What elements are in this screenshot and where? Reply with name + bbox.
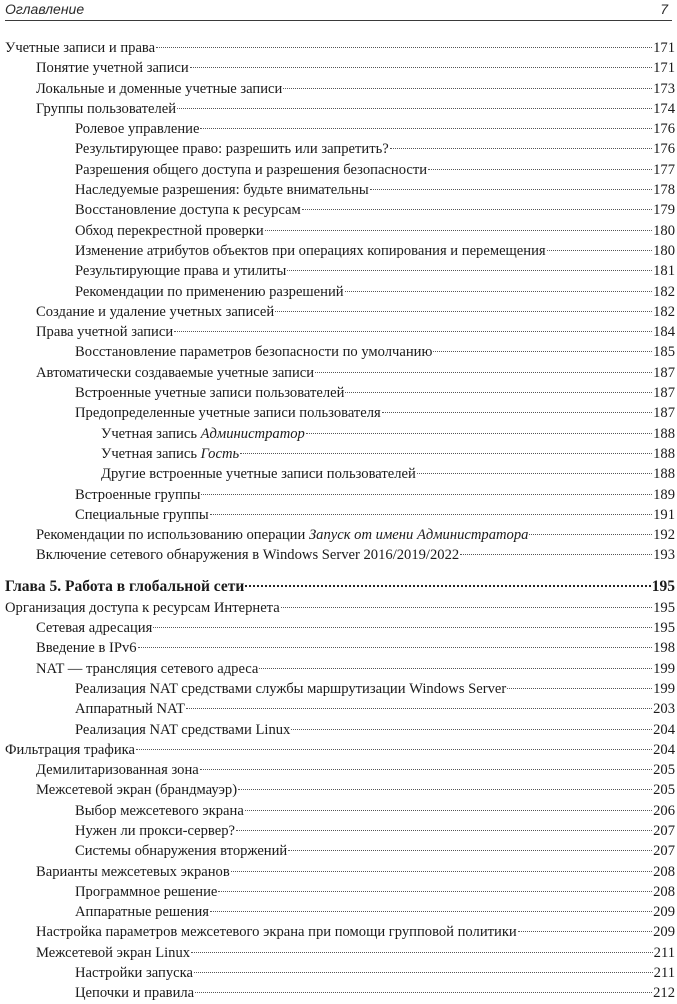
toc-entry-title-text: Программное решение bbox=[75, 883, 218, 900]
toc-entry-page: 176 bbox=[653, 141, 675, 158]
toc-entry-title-text: Системы обнаружения вторжений bbox=[75, 843, 288, 860]
running-header bbox=[5, 0, 672, 21]
toc-entry[interactable] bbox=[0, 424, 677, 444]
dot-leader bbox=[382, 412, 652, 413]
dot-leader bbox=[433, 351, 652, 352]
toc-entry-title-italic: Администратор bbox=[200, 425, 305, 442]
toc-entry[interactable] bbox=[0, 200, 677, 220]
toc-entry-title-text: Варианты межсетевых экранов bbox=[36, 863, 230, 880]
toc-entry-title-text: Наследуемые разрешения: будьте внимательны bbox=[75, 182, 369, 199]
toc-entry-page: 206 bbox=[653, 802, 675, 819]
toc-entry-title bbox=[75, 119, 199, 139]
dot-leader bbox=[547, 250, 653, 251]
toc-entry-title bbox=[36, 545, 459, 565]
toc-entry-page: 174 bbox=[653, 100, 675, 117]
toc-entry-title bbox=[75, 882, 217, 902]
toc-entry[interactable] bbox=[0, 160, 677, 180]
toc-entry-page: 208 bbox=[653, 863, 675, 880]
dot-leader bbox=[186, 708, 652, 709]
toc-entry[interactable] bbox=[0, 963, 677, 983]
toc-entry-title-text: Аппаратные решения bbox=[75, 904, 209, 921]
toc-entry-page: 199 bbox=[653, 660, 675, 677]
dot-leader bbox=[200, 128, 652, 129]
dot-leader bbox=[210, 911, 652, 912]
toc-entry[interactable] bbox=[0, 302, 677, 322]
toc-entry-title-text: Реализация NAT средствами Linux bbox=[75, 721, 291, 738]
toc-entry-title-text: Изменение атрибутов объектов при операциях копирования и перемещения bbox=[75, 242, 546, 259]
toc-entry-page: 176 bbox=[653, 121, 675, 138]
toc-entry[interactable] bbox=[0, 139, 677, 159]
toc-entry-title-text: Демилитаризованная зона bbox=[36, 762, 199, 779]
dot-leader bbox=[287, 270, 652, 271]
dot-leader bbox=[275, 311, 652, 312]
toc-entry-title bbox=[101, 444, 239, 464]
toc-entry-page: 180 bbox=[653, 222, 675, 239]
dot-leader bbox=[291, 729, 652, 730]
toc-entry[interactable] bbox=[0, 618, 677, 638]
toc-entry-page: 211 bbox=[653, 965, 675, 982]
dot-leader bbox=[507, 688, 652, 689]
toc-entry-page: 171 bbox=[653, 40, 675, 56]
toc-entry-title-text: Разрешения общего доступа и разрешения безопасности bbox=[75, 161, 428, 178]
toc-entry-page: 182 bbox=[653, 283, 675, 300]
toc-entry-page: 205 bbox=[653, 782, 675, 799]
toc-entry[interactable] bbox=[0, 902, 677, 922]
dot-leader bbox=[200, 769, 652, 770]
toc-entry[interactable] bbox=[0, 943, 677, 963]
toc-entry-title bbox=[75, 485, 200, 505]
toc-entry-title bbox=[75, 342, 432, 362]
toc-entry[interactable] bbox=[0, 780, 677, 800]
dot-leader bbox=[259, 668, 652, 669]
toc-entry-page: 211 bbox=[653, 944, 675, 961]
toc-entry-page: 203 bbox=[653, 701, 675, 718]
toc-entry-title-text: Предопределенные учетные записи пользователя bbox=[75, 405, 381, 422]
toc-entry-title-text: Введение в IPv6 bbox=[36, 640, 137, 657]
toc-entry-page: 188 bbox=[653, 425, 675, 442]
toc-entry-title-text: Результирующее право: разрешить или запретить? bbox=[75, 141, 389, 158]
toc-entry-title-text: Восстановление доступа к ресурсам bbox=[75, 202, 301, 219]
dot-leader bbox=[174, 331, 652, 332]
toc-entry-title-italic: Запуск от имени Администратора bbox=[308, 527, 529, 544]
toc-entry-title bbox=[5, 740, 135, 760]
toc-entry-title-text: Цепочки и правила bbox=[75, 985, 195, 1002]
toc-entry-title bbox=[75, 221, 264, 241]
dot-leader bbox=[345, 291, 653, 292]
toc-entry-page: 182 bbox=[653, 303, 675, 320]
toc-entry-title bbox=[36, 943, 190, 963]
toc-entry-title bbox=[5, 598, 280, 618]
toc-entry-title-text: NAT — трансляция сетевого адреса bbox=[36, 660, 259, 677]
toc-entry-page: 180 bbox=[653, 242, 675, 259]
toc-entry[interactable] bbox=[0, 403, 677, 423]
toc-entry-title-text: Учетная запись bbox=[101, 425, 201, 442]
toc-chapter-entry[interactable] bbox=[0, 576, 677, 598]
toc-entry-title bbox=[75, 200, 301, 220]
toc-entry-page: 204 bbox=[653, 721, 675, 738]
toc-entry-title bbox=[75, 180, 369, 200]
dot-leader bbox=[156, 47, 652, 48]
toc-entry-page: 185 bbox=[653, 344, 675, 361]
header-page-number: 7 bbox=[660, 1, 668, 17]
toc-entry-title-text: Фильтрация трафика bbox=[5, 741, 135, 758]
dot-leader bbox=[231, 871, 652, 872]
toc-entry[interactable] bbox=[0, 862, 677, 882]
toc-entry-page: 207 bbox=[653, 843, 675, 860]
toc-entry[interactable] bbox=[0, 58, 677, 78]
toc-entry-title bbox=[36, 99, 176, 119]
toc-entry-title-text: Рекомендации по применению разрешений bbox=[75, 283, 344, 300]
dot-leader bbox=[136, 749, 652, 750]
toc-entry-title bbox=[36, 525, 528, 545]
dot-leader bbox=[210, 514, 652, 515]
toc-entry-page: 207 bbox=[653, 822, 675, 839]
toc-entry-title-text: Встроенные учетные записи пользователей bbox=[75, 385, 345, 402]
toc-entry-page: 212 bbox=[653, 985, 675, 1002]
dot-leader bbox=[370, 189, 652, 190]
toc-entry-title bbox=[75, 841, 287, 861]
toc-entry-title bbox=[36, 659, 258, 679]
dot-leader bbox=[138, 647, 653, 648]
dot-leader bbox=[288, 850, 652, 851]
toc-entry-title-text: Межсетевой экран Linux bbox=[36, 944, 191, 961]
toc-entry[interactable] bbox=[0, 740, 677, 760]
toc-entry-title-text: Реализация NAT средствами службы маршрутизации Windows Server bbox=[75, 680, 507, 697]
dot-leader bbox=[315, 372, 652, 373]
toc-entry-title-text: Настройки запуска bbox=[75, 965, 193, 982]
toc-entry-page: 171 bbox=[653, 60, 675, 77]
toc-entry-page: 187 bbox=[653, 405, 675, 422]
toc-entry-page: 188 bbox=[653, 445, 675, 462]
toc-entry[interactable] bbox=[0, 760, 677, 780]
toc-entry[interactable] bbox=[0, 485, 677, 505]
dot-leader bbox=[428, 169, 652, 170]
toc-entry-page: 187 bbox=[653, 385, 675, 402]
toc-entry-title-text: Включение сетевого обнаружения в Windows Server 2016/2019/2022 bbox=[36, 547, 460, 564]
toc-entry-title-text: Выбор межсетевого экрана bbox=[75, 802, 244, 819]
dot-leader bbox=[390, 148, 652, 149]
toc-entry[interactable] bbox=[0, 38, 677, 58]
toc-entry-page: 192 bbox=[653, 527, 675, 544]
toc-entry[interactable] bbox=[0, 720, 677, 740]
toc-entry-title-text: Аппаратный NAT bbox=[75, 701, 185, 718]
toc-entry[interactable] bbox=[0, 922, 677, 942]
toc-entry-page: 198 bbox=[653, 640, 675, 657]
dot-leader bbox=[190, 67, 652, 68]
toc-entry-title-text: Локальные и доменные учетные записи bbox=[36, 80, 283, 97]
toc-entry-page: 184 bbox=[653, 324, 675, 341]
toc-entry-title bbox=[36, 862, 230, 882]
toc-entry[interactable] bbox=[0, 882, 677, 902]
dot-leader bbox=[302, 209, 652, 210]
toc-entry[interactable] bbox=[0, 119, 677, 139]
dot-leader bbox=[194, 972, 653, 973]
toc-entry-page: 187 bbox=[653, 364, 675, 381]
toc-entry-title bbox=[36, 363, 314, 383]
toc-entry[interactable] bbox=[0, 241, 677, 261]
dot-leader bbox=[518, 931, 652, 932]
toc-entry[interactable] bbox=[0, 679, 677, 699]
toc-entry-title bbox=[75, 383, 344, 403]
toc-entry-page: 177 bbox=[653, 161, 675, 178]
dot-leader bbox=[345, 392, 652, 393]
dot-leader bbox=[281, 607, 652, 608]
toc-entry-title-text: Специальные группы bbox=[75, 506, 209, 523]
toc-entry[interactable] bbox=[0, 525, 677, 545]
toc-entry-title bbox=[36, 922, 517, 942]
toc-entry[interactable] bbox=[0, 659, 677, 679]
toc-entry-page: 195 bbox=[653, 620, 675, 637]
toc-entry-page: 204 bbox=[653, 741, 675, 758]
toc-entry-title-text: Нужен ли прокси-сервер? bbox=[75, 822, 235, 839]
toc-entry-title bbox=[75, 505, 209, 525]
toc-entry[interactable] bbox=[0, 79, 677, 99]
toc-entry[interactable] bbox=[0, 383, 677, 403]
dot-leader bbox=[201, 494, 652, 495]
toc-entry-page: 195 bbox=[653, 599, 675, 616]
toc-entry-title-text: Ролевое управление bbox=[75, 121, 200, 138]
toc-entry-page: 178 bbox=[653, 182, 675, 199]
chapter-spacer bbox=[0, 566, 677, 576]
toc-entry[interactable] bbox=[0, 983, 677, 1003]
toc-entry-page: 189 bbox=[653, 486, 675, 503]
toc-entry-title bbox=[5, 38, 155, 58]
toc-entry-title bbox=[36, 58, 189, 78]
toc-entry-title bbox=[75, 139, 389, 159]
toc-entry-title-text: Обход перекрестной проверки bbox=[75, 222, 264, 239]
toc-entry[interactable] bbox=[0, 444, 677, 464]
dot-leader bbox=[218, 891, 652, 892]
toc-entry-page: 208 bbox=[653, 883, 675, 900]
toc-entry-title-text: Группы пользователей bbox=[36, 100, 177, 117]
dot-leader bbox=[240, 453, 652, 454]
toc-entry[interactable] bbox=[0, 699, 677, 719]
toc-entry-title-text: Сетевая адресация bbox=[36, 620, 153, 637]
toc-entry-page: 195 bbox=[651, 577, 675, 595]
toc-entry-title-text: Организация доступа к ресурсам Интернета bbox=[5, 599, 280, 616]
toc-entry-title-text: Межсетевой экран (брандмауэр) bbox=[36, 782, 238, 799]
toc-entry[interactable] bbox=[0, 261, 677, 281]
toc-entry[interactable] bbox=[0, 821, 677, 841]
toc-entry-title bbox=[36, 760, 199, 780]
toc-entry-title bbox=[5, 576, 244, 598]
toc-entry-title-text: Учетная запись bbox=[101, 445, 201, 462]
toc-entry-page: 209 bbox=[653, 924, 675, 941]
toc-entry-title bbox=[75, 983, 194, 1003]
toc-entry[interactable] bbox=[0, 841, 677, 861]
toc-entry[interactable] bbox=[0, 801, 677, 821]
toc-entry-title bbox=[75, 679, 506, 699]
toc-entry[interactable] bbox=[0, 282, 677, 302]
header-title: Оглавление bbox=[5, 1, 85, 17]
dot-leader bbox=[283, 88, 652, 89]
toc-entry-title bbox=[36, 302, 274, 322]
toc-entry-title bbox=[75, 720, 290, 740]
dot-leader bbox=[417, 473, 652, 474]
toc-entry-title bbox=[36, 618, 152, 638]
toc-entry-title-text: Встроенные группы bbox=[75, 486, 201, 503]
toc-entry-title-text: Результирующие права и утилиты bbox=[75, 263, 287, 280]
dot-leader bbox=[529, 534, 652, 535]
toc-entry-page: 188 bbox=[653, 466, 675, 483]
toc-entry-title-text: Настройка параметров межсетевого экрана при помощи групповой политики bbox=[36, 924, 517, 941]
toc-entry-title bbox=[36, 79, 282, 99]
dot-leader bbox=[265, 230, 652, 231]
toc-entry[interactable] bbox=[0, 322, 677, 342]
toc-entry-title bbox=[75, 963, 193, 983]
dot-leader bbox=[191, 952, 653, 953]
toc-entry-title bbox=[101, 424, 305, 444]
toc-entry[interactable] bbox=[0, 221, 677, 241]
toc-entry-title-text: Права учетной записи bbox=[36, 324, 174, 341]
dot-leader bbox=[245, 585, 651, 587]
toc-entry-title bbox=[36, 638, 137, 658]
toc-entry-title bbox=[75, 699, 185, 719]
dot-leader bbox=[460, 554, 652, 555]
toc-entry-title bbox=[36, 780, 237, 800]
toc-entry-title-text: Рекомендации по использованию операции bbox=[36, 527, 309, 544]
toc-entry-title bbox=[75, 282, 344, 302]
toc-entry-title-text: Понятие учетной записи bbox=[36, 60, 189, 77]
toc-entry-title bbox=[75, 821, 235, 841]
dot-leader bbox=[153, 627, 652, 628]
table-of-contents bbox=[0, 38, 677, 1004]
dot-leader bbox=[236, 830, 652, 831]
toc-entry-title bbox=[75, 261, 286, 281]
toc-entry-title bbox=[101, 464, 416, 484]
toc-entry-title bbox=[75, 801, 244, 821]
toc-entry[interactable] bbox=[0, 598, 677, 618]
toc-entry-page: 179 bbox=[653, 202, 675, 219]
toc-entry[interactable] bbox=[0, 638, 677, 658]
dot-leader bbox=[177, 108, 652, 109]
toc-entry-page: 191 bbox=[653, 506, 675, 523]
toc-entry-page: 209 bbox=[653, 904, 675, 921]
toc-entry-page: 181 bbox=[653, 263, 675, 280]
toc-entry[interactable] bbox=[0, 545, 677, 565]
toc-entry-page: 173 bbox=[653, 80, 675, 97]
dot-leader bbox=[195, 992, 652, 993]
toc-entry-title-text: Другие встроенные учетные записи пользователей bbox=[101, 466, 416, 483]
dot-leader bbox=[306, 433, 652, 434]
dot-leader bbox=[238, 789, 652, 790]
toc-entry-page: 199 bbox=[653, 680, 675, 697]
toc-entry[interactable] bbox=[0, 363, 677, 383]
toc-entry-page: 193 bbox=[653, 547, 675, 564]
toc-entry-title-text: Восстановление параметров безопасности по умолчанию bbox=[75, 344, 433, 361]
toc-entry-title-text: Создание и удаление учетных записей bbox=[36, 303, 275, 320]
toc-entry[interactable] bbox=[0, 464, 677, 484]
toc-entry-title-italic: Гость bbox=[200, 445, 240, 462]
toc-entry-title bbox=[75, 241, 546, 261]
dot-leader bbox=[245, 810, 652, 811]
toc-entry[interactable] bbox=[0, 505, 677, 525]
toc-entry-page: 205 bbox=[653, 762, 675, 779]
toc-entry-title bbox=[36, 322, 173, 342]
toc-entry-title-text: Автоматически создаваемые учетные записи bbox=[36, 364, 315, 381]
toc-entry[interactable] bbox=[0, 99, 677, 119]
toc-entry-title bbox=[75, 160, 427, 180]
toc-entry[interactable] bbox=[0, 180, 677, 200]
toc-entry-title bbox=[75, 902, 209, 922]
toc-entry-title bbox=[75, 403, 381, 423]
toc-entry-title-text: Учетные записи и права bbox=[5, 40, 156, 56]
toc-entry-title-text: Глава 5. Работа в глобальной сети bbox=[5, 577, 245, 595]
toc-entry[interactable] bbox=[0, 342, 677, 362]
